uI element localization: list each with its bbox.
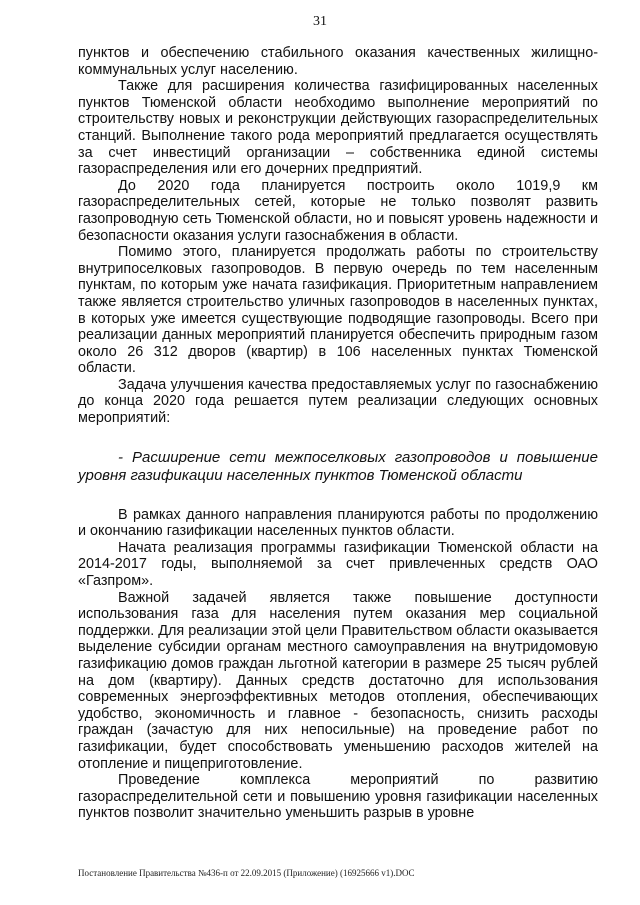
- section-heading: - Расширение сети межпоселковых газопроводов и повышение уровня газификации населенных пунктов Тюменской области: [78, 448, 598, 484]
- paragraph-networks-2020: До 2020 года планируется построить около 1019,9 км газораспределительных сетей, которые не только позволят развить газопроводную сеть Тюменской области, но и повысят уровень надежности и безопасности оказания услуги газоснабжения в области.: [78, 177, 598, 244]
- paragraph-gazprom-program: Начата реализация программы газификации Тюменской области на 2014-2017 годы, выполняемой за счет привлеченных средств ОАО «Газпром».: [78, 539, 598, 590]
- paragraph-complex-measures: Проведение комплекса мероприятий по развитию газораспределительной сети и повышению уровня газификации населенных пунктов позволит значительно уменьшить разрыв в уровне: [78, 772, 598, 822]
- paragraph-social-support: Важной задачей является также повышение доступности использования газа для населения путем оказания мер социальной поддержки. Для реализации этой цели Правительством области оказывается выделение субсидии органам местного самоуправления на внутридомовую газификацию домов граждан льготной категории в размере 25 тысяч рублей на дом (квартиру). Данных средств достаточно для использования современных энергоэффективных методов отопления, обеспечивающих удобство, экономичность и главное - безопасность, снизить расходы граждан (зачастую для них непосильные) на проведение работ по газификации, будет способствовать уменьшению расходов жителей на отопление и пищеприготовление.: [78, 589, 598, 772]
- page-number: 31: [313, 14, 327, 29]
- spacer: [78, 427, 598, 449]
- paragraph-task: Задача улучшения качества предоставляемых услуг по газоснабжению до конца 2020 года решается путем реализации следующих основных мероприятий:: [78, 376, 598, 427]
- document-body: [78, 45, 598, 822]
- spacer: [78, 485, 598, 507]
- paragraph-continuation: пунктов и обеспечению стабильного оказания качественных жилищно-коммунальных услуг населению.: [78, 45, 598, 78]
- paragraph-gas-stations: Также для расширения количества газифицированных населенных пунктов Тюменской области необходимо выполнение мероприятий по строительству новых и реконструкции действующих газораспределительных станций. Выполнение такого рода мероприятий предлагается осуществлять за счет инвестиций организации – собственника единой системы газораспределения или его дочерних предприятий.: [78, 78, 598, 178]
- paragraph-internal-pipelines: Помимо этого, планируется продолжать работы по строительству внутрипоселковых газопроводов. В первую очередь по тем населенным пунктам, по которым уже начата газификация. Приоритетным направлением также является строительство уличных газопроводов в населенных пунктах, в которых уже имеется существующие подводящие газопроводы. Всего при реализации данных мероприятий планируется обеспечить природным газом около 26 312 дворов (квартир) в 106 населенных пунктах Тюменской области.: [78, 244, 598, 377]
- document-footer: Постановление Правительства №436-п от 22.09.2015 (Приложение) (16925666 v1).DOC: [78, 868, 415, 878]
- paragraph-direction: В рамках данного направления планируются работы по продолжению и окончанию газификации населенных пунктов области.: [78, 506, 598, 540]
